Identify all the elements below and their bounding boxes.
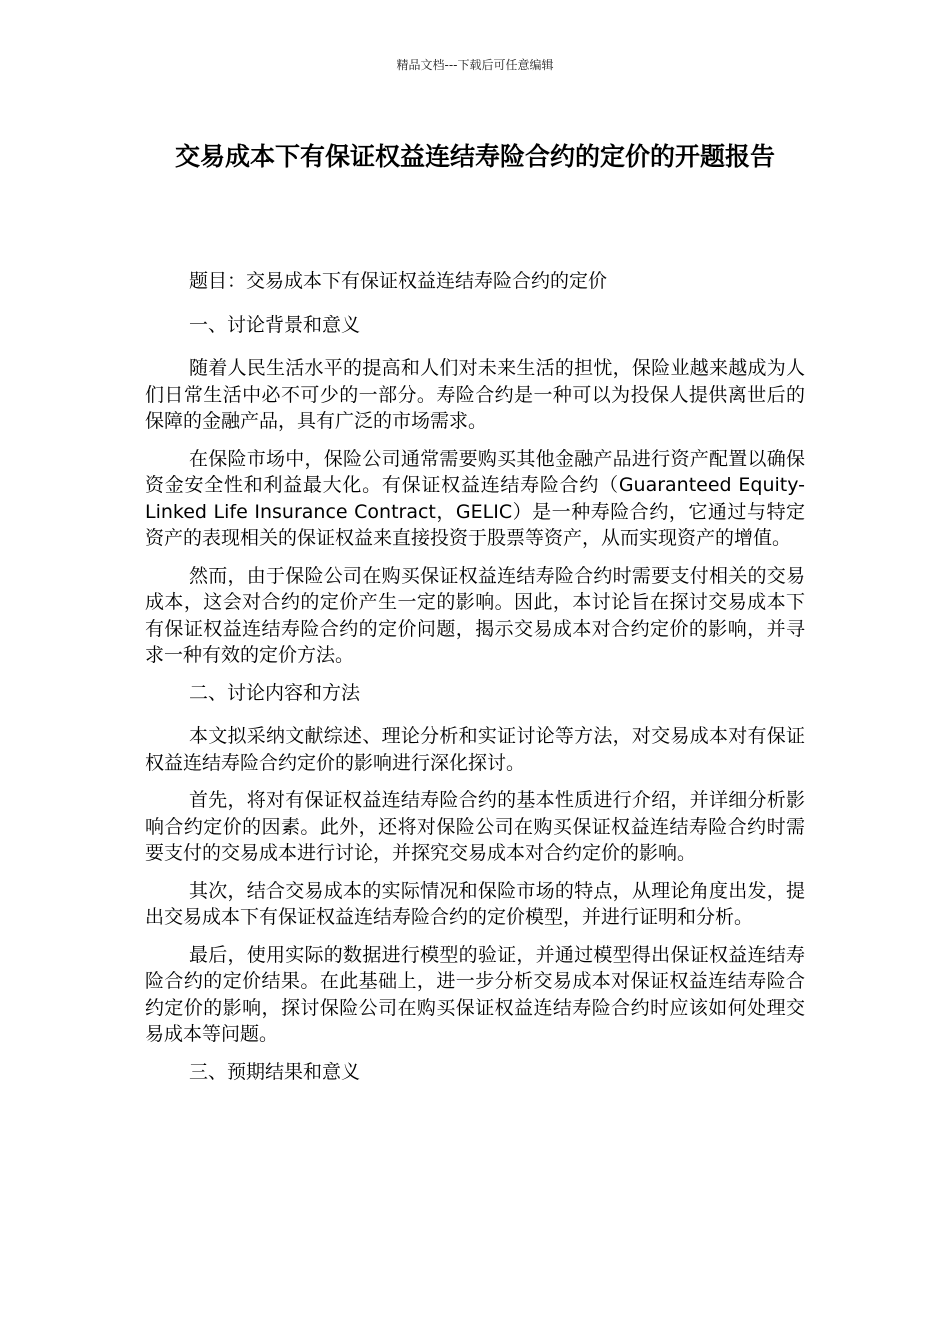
- section-2-paragraph-1: 本文拟采纳文献综述、理论分析和实证讨论等方法，对交易成本对有保证权益连结寿险合约定价的影响进行深化探讨。: [145, 725, 805, 774]
- section-2-paragraph-2: 首先，将对有保证权益连结寿险合约的基本性质进行介绍，并详细分析影响合约定价的因素。此外，还将对保险公司在购买保证权益连结寿险合约时需要支付的交易成本进行讨论，并探究交易成本对合约定价的影响。: [145, 789, 805, 864]
- section-1-heading: 一、讨论背景和意义: [189, 313, 361, 336]
- section-2-paragraph-4: 最后，使用实际的数据进行模型的验证，并通过模型得出保证权益连结寿险合约的定价结果。在此基础上，进一步分析交易成本对保证权益连结寿险合约定价的影响，探讨保险公司在购买保证权益连结寿险合约时应该如何处理交易成本等问题。: [145, 943, 805, 1045]
- header-note: 精品文档---下载后可任意编辑: [396, 58, 554, 72]
- document-body: [145, 268, 805, 1102]
- section-2-paragraph-3: 其次，结合交易成本的实际情况和保险市场的特点，从理论角度出发，提出交易成本下有保证权益连结寿险合约的定价模型，并进行证明和分析。: [145, 879, 805, 928]
- section-1-paragraph-3: 然而，由于保险公司在购买保证权益连结寿险合约时需要支付相关的交易成本，这会对合约的定价产生一定的影响。因此，本讨论旨在探讨交易成本下有保证权益连结寿险合约的定价问题，揭示交易成本对合约定价的影响，并寻求一种有效的定价方法。: [145, 564, 805, 666]
- section-1-paragraph-2: 在保险市场中，保险公司通常需要购买其他金融产品进行资产配置以确保资金安全性和利益最大化。有保证权益连结寿险合约（Guaranteed Equity-Linked Life Insurance Contract，GELIC）是一种寿险合约，它通过与特定资产的表现相关的保证权益来直接投资于股票等资产，从而实现资产的增值。: [145, 447, 805, 549]
- topic-line: 题目：交易成本下有保证权益连结寿险合约的定价: [189, 270, 608, 292]
- section-2-heading: 二、讨论内容和方法: [189, 681, 361, 704]
- section-3-heading: 三、预期结果和意义: [189, 1060, 361, 1083]
- document-title: 交易成本下有保证权益连结寿险合约的定价的开题报告: [174, 142, 775, 171]
- section-1-paragraph-1: 随着人民生活水平的提高和人们对未来生活的担忧，保险业越来越成为人们日常生活中必不可少的一部分。寿险合约是一种可以为投保人提供离世后的保障的金融产品，具有广泛的市场需求。: [145, 357, 805, 432]
